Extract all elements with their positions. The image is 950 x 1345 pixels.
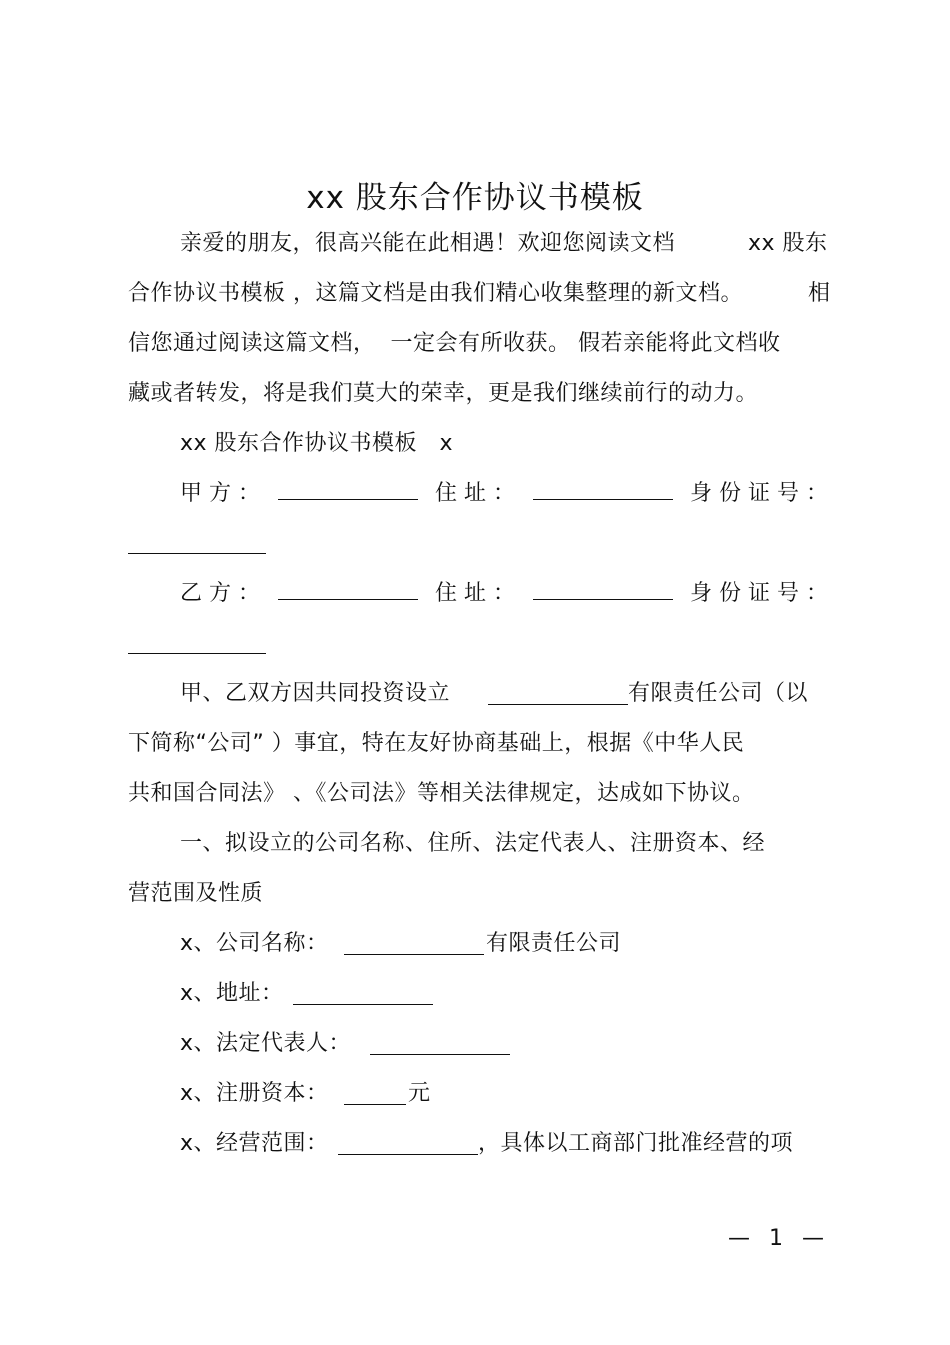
legal-rep-label: x、法定代表人：: [180, 1031, 352, 1056]
business-scope-blank: [338, 1134, 478, 1155]
address-label: x、地址：: [180, 981, 284, 1006]
intro-line-3: 信您通过阅读这篇文档， 一定会有所收获。 假若亲能将此文档收: [128, 331, 781, 356]
intro-line-1b: xx 股东: [748, 231, 828, 256]
capital-blank: [344, 1084, 406, 1105]
party-b-id-blank: [128, 653, 266, 654]
party-a-label: 甲 方 ：: [180, 481, 260, 506]
company-name-suffix: 有限责任公司: [486, 931, 622, 956]
section-1-heading-cont: 营范围及性质: [128, 881, 264, 906]
page-number: — 1 —: [728, 1226, 830, 1251]
section-1-heading: 一、拟设立的公司名称、住所、法定代表人、注册资本、经: [180, 831, 766, 856]
document-subtitle: xx 股东合作协议书模板 x: [180, 431, 454, 456]
party-b-address-blank: [533, 579, 673, 600]
agreement-line-2: 下简称“公司” ）事宜，特在友好协商基础上，根据《中华人民: [128, 731, 745, 756]
business-scope-label: x、经营范围：: [180, 1131, 329, 1156]
party-b-label: 乙 方 ：: [180, 581, 260, 606]
legal-rep-blank: [370, 1034, 510, 1055]
intro-line-2a: 合作协议书模板 ，这篇文档是由我们精心收集整理的新文档。: [128, 281, 743, 306]
company-name-blank: [488, 684, 628, 705]
business-scope-suffix: ，具体以工商部门批准经营的项: [478, 1131, 794, 1156]
intro-line-4: 藏或者转发，将是我们莫大的荣幸，更是我们继续前行的动力。: [128, 381, 759, 406]
party-a-name-blank: [278, 479, 418, 500]
party-b-row: [180, 579, 828, 609]
party-a-id-blank: [128, 553, 266, 554]
intro-line-1a: 亲爱的朋友，很高兴能在此相遇！欢迎您阅读文档: [180, 231, 676, 256]
capital-suffix: 元: [408, 1081, 431, 1106]
intro-line-2b: 相: [808, 281, 831, 306]
company-name-label: x、公司名称：: [180, 931, 329, 956]
party-b-name-blank: [278, 579, 418, 600]
capital-label: x、注册资本：: [180, 1081, 329, 1106]
party-a-address-blank: [533, 479, 673, 500]
agreement-line-1a: 甲、乙双方因共同投资设立: [180, 681, 451, 706]
address-blank: [293, 984, 433, 1005]
agreement-line-1b: 有限责任公司（以: [628, 681, 809, 706]
document-title: xx 股东合作协议书模板: [306, 180, 644, 216]
party-b-id-label: 身 份 证 号 ：: [690, 581, 828, 606]
party-a-address-label: 住 址 ：: [435, 481, 515, 506]
party-b-address-label: 住 址 ：: [435, 581, 515, 606]
company-name-field-blank: [344, 934, 484, 955]
agreement-line-3: 共和国合同法》 、《公司法》等相关法律规定，达成如下协议。: [128, 781, 755, 806]
party-a-row: [180, 479, 828, 509]
party-a-id-label: 身 份 证 号 ：: [690, 481, 828, 506]
